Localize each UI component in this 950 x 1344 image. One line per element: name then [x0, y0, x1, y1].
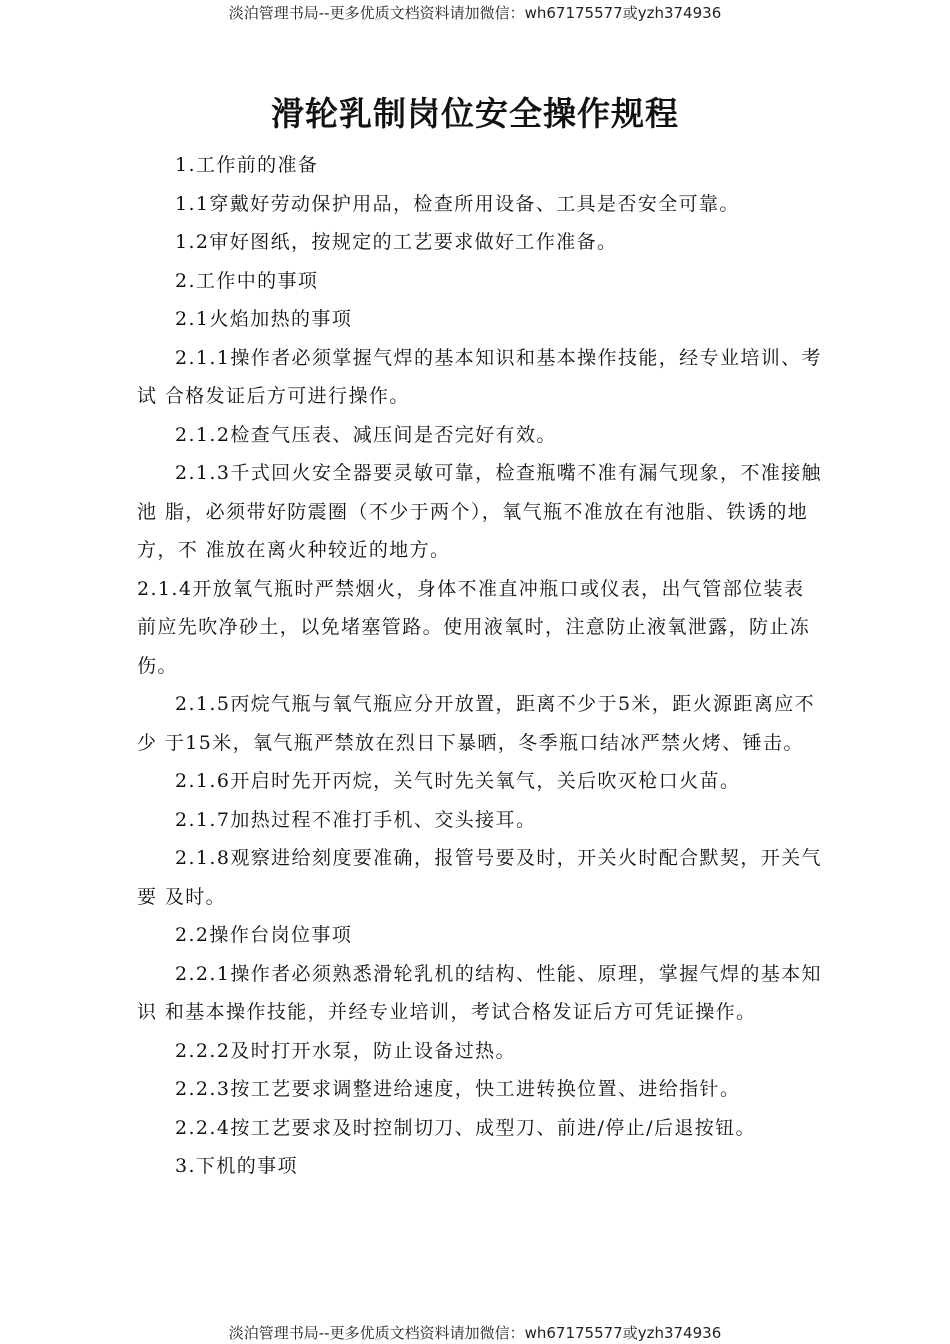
header-watermark: 淡泊管理书局--更多优质文档资料请加微信：wh67175577或yzh374936 — [228, 4, 722, 22]
paragraph: 2.1.5丙烷气瓶与氧气瓶应分开放置，距离不少于5米，距火源距离应不少 于15米，氧气瓶严禁放在烈日下暴晒，冬季瓶口结冰严禁火烤、锤击。 — [137, 693, 816, 754]
paragraph: 2.1.7加热过程不准打手机、交头接耳。 — [175, 808, 537, 831]
paragraph: 1.工作前的准备 — [175, 154, 319, 176]
paragraph: 3.下机的事项 — [175, 1155, 298, 1177]
paragraph: 2.2.4按工艺要求及时控制切刀、成型刀、前进/停止/后退按钮。 — [175, 1116, 756, 1139]
paragraph: 1.1穿戴好劳动保护用品，检查所用设备、工具是否安全可靠。 — [175, 192, 740, 215]
document-body — [137, 146, 827, 1186]
paragraph: 2.1.8观察进给刻度要准确，报管号要及时，开关火时配合默契，开关气要 及时。 — [137, 847, 822, 908]
paragraph: 2.2.1操作者必须熟悉滑轮乳机的结构、性能、原理，掌握气焊的基本知识 和基本操作技能，并经专业培训，考试合格发证后方可凭证操作。 — [137, 962, 822, 1023]
paragraph: 2.1.4开放氧气瓶时严禁烟火，身体不准直冲瓶口或仪表，出气管部位装表 前应先吹净砂土，以免堵塞管路。使用液氧时，注意防止液氧泄露，防止冻伤。 — [137, 577, 811, 677]
paragraph: 2.工作中的事项 — [175, 269, 319, 292]
paragraph: 2.1.3千式回火安全器要灵敏可靠，检查瓶嘴不准有漏气现象，不准接触池 脂，必须带好防震圈（不少于两个），氧气瓶不准放在有池脂、铁诱的地方，不 准放在离火种较近的地方。 — [137, 462, 822, 561]
paragraph: 2.2.3按工艺要求调整进给速度，快工进转换位置、进给指针。 — [175, 1078, 741, 1100]
footer-watermark: 淡泊管理书局--更多优质文档资料请加微信：wh67175577或yzh374936 — [228, 1324, 722, 1342]
paragraph: 2.2.2及时打开水泵，防止设备过热。 — [175, 1039, 516, 1062]
paragraph: 2.1.1操作者必须掌握气焊的基本知识和基本操作技能，经专业培训、考试 合格发证后方可进行操作。 — [137, 346, 822, 407]
paragraph: 1.2审好图纸，按规定的工艺要求做好工作准备。 — [175, 231, 618, 253]
paragraph: 2.1.2检查气压表、减压间是否完好有效。 — [175, 423, 557, 446]
paragraph: 2.1.6开启时先开丙烷，关气时先关氧气，关后吹灭枪口火苗。 — [175, 770, 741, 792]
document-title: 滑轮乳制岗位安全操作规程 — [271, 94, 679, 133]
paragraph: 2.2操作台岗位事项 — [175, 924, 353, 946]
paragraph: 2.1火焰加热的事项 — [175, 308, 353, 330]
